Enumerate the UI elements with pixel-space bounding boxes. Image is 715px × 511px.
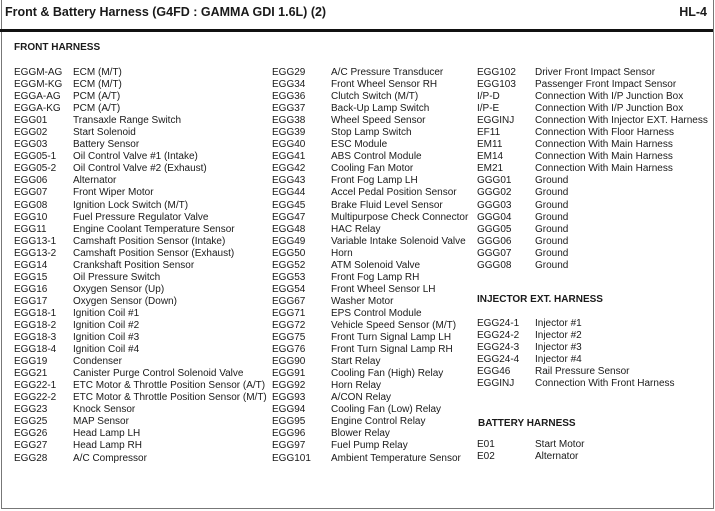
connector-code: EGG23 — [14, 404, 48, 416]
connector-code: GGG05 — [477, 223, 512, 235]
connector-code: EGG37 — [272, 103, 306, 115]
connector-code: EGG91 — [272, 368, 306, 380]
connector-code: EGG24-4 — [477, 354, 520, 366]
connector-description: Ignition Coil #3 — [73, 332, 140, 344]
connector-description: HAC Relay — [331, 223, 381, 235]
connector-code: EGG76 — [272, 344, 306, 356]
connector-description: Oil Control Valve #2 (Exhaust) — [73, 163, 207, 175]
connector-description: Connection With Front Harness — [535, 378, 675, 390]
connector-code: EGG14 — [14, 259, 48, 271]
connector-code: EGG52 — [272, 259, 306, 271]
connector-description: Clutch Switch (M/T) — [331, 91, 419, 103]
connector-code: EGG54 — [272, 283, 306, 295]
connector-description: Ground — [535, 175, 569, 187]
connector-code: EGG29 — [272, 67, 306, 78]
connector-code: EGG41 — [272, 151, 306, 163]
connector-code: EF11 — [477, 127, 501, 139]
connector-description: Front Wiper Motor — [73, 187, 154, 199]
connector-code: EGG15 — [14, 271, 48, 283]
connector-code: EGGINJ — [477, 378, 515, 390]
connector-description: ABS Control Module — [331, 151, 422, 163]
connector-description: Front Turn Signal Lamp LH — [331, 332, 452, 344]
connector-code: EGG43 — [272, 175, 306, 187]
connector-code: EM21 — [477, 163, 504, 175]
connector-code: EGG71 — [272, 307, 306, 319]
connector-description: Injector #2 — [535, 330, 582, 342]
connector-code: EGG21 — [14, 368, 48, 380]
connector-code: EGG93 — [272, 392, 306, 404]
connector-description: Alternator — [73, 175, 117, 187]
connector-description: Ground — [535, 247, 569, 259]
connector-code: GGG02 — [477, 187, 512, 199]
connector-description: Passenger Front Impact Sensor — [535, 79, 677, 91]
connector-code: EGGM-KG — [14, 79, 63, 91]
connector-description: Transaxle Range Switch — [73, 115, 182, 127]
connector-code: EGG45 — [272, 199, 306, 211]
connector-description: Blower Relay — [331, 428, 390, 440]
connector-description: Engine Control Relay — [331, 416, 426, 428]
connector-code: EGG24-2 — [477, 330, 520, 342]
connector-code: EGG01 — [14, 115, 48, 127]
connector-code: EGG49 — [272, 235, 306, 247]
connector-code: EGG102 — [477, 67, 516, 78]
connector-description: Head Lamp RH — [73, 440, 142, 452]
connector-code: EGG19 — [14, 356, 48, 368]
connector-description: Washer Motor — [331, 295, 394, 307]
connector-code: GGG03 — [477, 199, 512, 211]
connector-code: EGG22-1 — [14, 380, 57, 392]
connector-description: Start Motor — [535, 439, 585, 450]
connector-code: EGG26 — [14, 428, 48, 440]
connector-description: Ground — [535, 259, 569, 271]
connector-code: EM14 — [477, 151, 504, 163]
connector-description: ECM (M/T) — [73, 67, 122, 78]
connector-code: GGG07 — [477, 247, 512, 259]
connector-description: Knock Sensor — [73, 404, 136, 416]
connector-code: EGG103 — [477, 79, 516, 91]
connector-code: EGG16 — [14, 283, 48, 295]
connector-code: EGG50 — [272, 247, 306, 259]
page-header — [0, 0, 713, 32]
connector-description: Connection With Main Harness — [535, 151, 673, 163]
connector-code: E01 — [477, 439, 495, 450]
connector-description: Oil Pressure Switch — [73, 271, 161, 283]
connector-code: GGG08 — [477, 259, 512, 271]
connector-code: EGG07 — [14, 187, 48, 199]
page-title: Front & Battery Harness (G4FD : GAMMA GDI 1.6L) (2) — [5, 5, 327, 19]
connector-description: Ground — [535, 235, 569, 247]
connector-code: EGG28 — [14, 452, 48, 464]
connector-code: EGG11 — [14, 223, 47, 235]
connector-code: EGG06 — [14, 175, 48, 187]
connector-description: PCM (A/T) — [73, 103, 121, 115]
connector-code: EGG40 — [272, 139, 306, 151]
connector-code: EGG03 — [14, 139, 48, 151]
connector-description: Connection With Main Harness — [535, 163, 673, 175]
connector-description: Ambient Temperature Sensor — [331, 452, 461, 464]
page-number: HL-4 — [679, 5, 707, 19]
connector-code: EGGM-AG — [14, 67, 63, 78]
connector-code: EGG96 — [272, 428, 306, 440]
connector-description: Front Fog Lamp RH — [331, 271, 420, 283]
connector-code: EGG24-1 — [477, 318, 520, 329]
connector-description: Alternator — [535, 451, 579, 463]
battery-harness-heading: BATTERY HARNESS — [478, 418, 576, 429]
connector-description: Horn Relay — [331, 380, 382, 392]
connector-description: Head Lamp LH — [73, 428, 141, 440]
connector-description: Start Relay — [331, 356, 381, 368]
connector-description: ATM Solenoid Valve — [331, 259, 421, 271]
connector-code: EGG95 — [272, 416, 306, 428]
connector-description: Connection With Main Harness — [535, 139, 673, 151]
connector-code: EGG36 — [272, 91, 306, 103]
connector-description: Front Turn Signal Lamp RH — [331, 344, 453, 356]
connector-description: A/C Compressor — [73, 452, 147, 464]
connector-description: Ignition Coil #1 — [73, 307, 140, 319]
connector-description: Ground — [535, 211, 569, 223]
connector-code: EGG05-1 — [14, 151, 57, 163]
connector-description: Injector #1 — [535, 318, 582, 329]
connector-description: Fuel Pump Relay — [331, 440, 408, 452]
connector-description: PCM (A/T) — [73, 91, 121, 103]
connector-code: EGG34 — [272, 79, 306, 91]
connector-code: EGG18-3 — [14, 332, 57, 344]
connector-description: Oxygen Sensor (Up) — [73, 283, 165, 295]
connector-description: Ground — [535, 199, 569, 211]
connector-code: I/P-E — [477, 103, 500, 115]
connector-code: EGG48 — [272, 223, 306, 235]
connector-description: Fuel Pressure Regulator Valve — [73, 211, 209, 223]
connector-description: Connection With Injector EXT. Harness — [535, 115, 708, 127]
connector-code: EGG46 — [477, 366, 511, 378]
connector-code: EGG75 — [272, 332, 306, 344]
connector-description: Connection With Floor Harness — [535, 127, 674, 139]
connector-code: EGG101 — [272, 452, 311, 464]
injector-harness-heading: INJECTOR EXT. HARNESS — [477, 294, 603, 305]
connector-description: Camshaft Position Sensor (Intake) — [73, 235, 226, 247]
connector-description: Engine Coolant Temperature Sensor — [73, 223, 235, 235]
connector-code: E02 — [477, 451, 495, 463]
connector-description: Brake Fluid Level Sensor — [331, 199, 443, 211]
connector-description: Camshaft Position Sensor (Exhaust) — [73, 247, 235, 259]
connector-code: EGG94 — [272, 404, 306, 416]
connector-description: Front Fog Lamp LH — [331, 175, 418, 187]
connector-description: Cooling Fan (High) Relay — [331, 368, 444, 380]
connector-code: EGG39 — [272, 127, 306, 139]
connector-description: ESC Module — [331, 139, 388, 151]
connector-code: EGG53 — [272, 271, 306, 283]
connector-description: Accel Pedal Position Sensor — [331, 187, 457, 199]
connector-code: EGG24-3 — [477, 342, 520, 354]
connector-description: A/CON Relay — [331, 392, 392, 404]
connector-description: Front Wheel Sensor RH — [331, 79, 438, 91]
connector-code: EGG67 — [272, 295, 306, 307]
connector-code: EGG05-2 — [14, 163, 57, 175]
connector-description: Injector #4 — [535, 354, 582, 366]
connector-description: Start Solenoid — [73, 127, 136, 139]
connector-code: EGG13-1 — [14, 235, 57, 247]
connector-code: EGG97 — [272, 440, 306, 452]
connector-code: EGG92 — [272, 380, 306, 392]
connector-code: EGG22-2 — [14, 392, 57, 404]
connector-code: EGG18-4 — [14, 344, 57, 356]
connector-description: Ignition Coil #2 — [73, 319, 140, 331]
connector-description: Horn — [331, 247, 353, 259]
connector-description: A/C Pressure Transducer — [331, 67, 444, 78]
connector-description: EPS Control Module — [331, 307, 422, 319]
connector-code: GGG01 — [477, 175, 512, 187]
connector-code: EGGA-AG — [14, 91, 61, 103]
connector-code: EM11 — [477, 139, 503, 151]
connector-description: Ground — [535, 187, 569, 199]
connector-description: MAP Sensor — [73, 416, 129, 428]
connector-description: Multipurpose Check Connector — [331, 211, 469, 223]
connector-code: GGG06 — [477, 235, 512, 247]
connector-description: Variable Intake Solenoid Valve — [331, 235, 466, 247]
front-harness-heading: FRONT HARNESS — [14, 42, 101, 53]
connector-description: Ignition Coil #4 — [73, 344, 140, 356]
connector-description: ECM (M/T) — [73, 79, 122, 91]
connector-description: Wheel Speed Sensor — [331, 115, 426, 127]
connector-code: EGG18-1 — [14, 307, 57, 319]
connector-description: Vehicle Speed Sensor (M/T) — [331, 319, 457, 331]
connector-code: EGG25 — [14, 416, 48, 428]
connector-code: I/P-D — [477, 91, 500, 103]
connector-description: Oil Control Valve #1 (Intake) — [73, 151, 198, 163]
connector-description: Rail Pressure Sensor — [535, 366, 630, 378]
connector-description: ETC Motor & Throttle Position Sensor (A/T) — [73, 380, 266, 392]
connector-code: EGG72 — [272, 319, 306, 331]
connector-code: GGG04 — [477, 211, 512, 223]
connector-description: Battery Sensor — [73, 139, 140, 151]
connector-description: Stop Lamp Switch — [331, 127, 412, 139]
connector-description: Connection With I/P Junction Box — [535, 91, 684, 103]
connector-description: Oxygen Sensor (Down) — [73, 295, 177, 307]
connector-description: ETC Motor & Throttle Position Sensor (M/T) — [73, 392, 267, 404]
connector-code: EGG47 — [272, 211, 306, 223]
connector-description: Cooling Fan Motor — [331, 163, 414, 175]
connector-code: EGG02 — [14, 127, 48, 139]
connector-description: Back-Up Lamp Switch — [331, 103, 430, 115]
connector-description: Canister Purge Control Solenoid Valve — [73, 368, 244, 380]
connector-code: EGG44 — [272, 187, 306, 199]
connector-description: Ground — [535, 223, 569, 235]
connector-code: EGG10 — [14, 211, 48, 223]
connector-description: Injector #3 — [535, 342, 582, 354]
connector-code: EGG38 — [272, 115, 306, 127]
connector-code: EGGINJ — [477, 115, 515, 127]
connector-description: Crankshaft Position Sensor — [73, 259, 195, 271]
connector-description: Front Wheel Sensor LH — [331, 283, 436, 295]
connector-description: Ignition Lock Switch (M/T) — [73, 199, 189, 211]
connector-code: EGG13-2 — [14, 247, 57, 259]
connector-code: EGG18-2 — [14, 319, 57, 331]
connector-description: Connection With I/P Junction Box — [535, 103, 684, 115]
connector-code: EGG90 — [272, 356, 306, 368]
connector-description: Condenser — [73, 356, 122, 368]
connector-code: EGG27 — [14, 440, 48, 452]
connector-description: Cooling Fan (Low) Relay — [331, 404, 442, 416]
connector-code: EGG42 — [272, 163, 306, 175]
connector-description: Driver Front Impact Sensor — [535, 67, 656, 78]
connector-code: EGGA-KG — [14, 103, 61, 115]
connector-code: EGG08 — [14, 199, 48, 211]
connector-code: EGG17 — [14, 295, 48, 307]
